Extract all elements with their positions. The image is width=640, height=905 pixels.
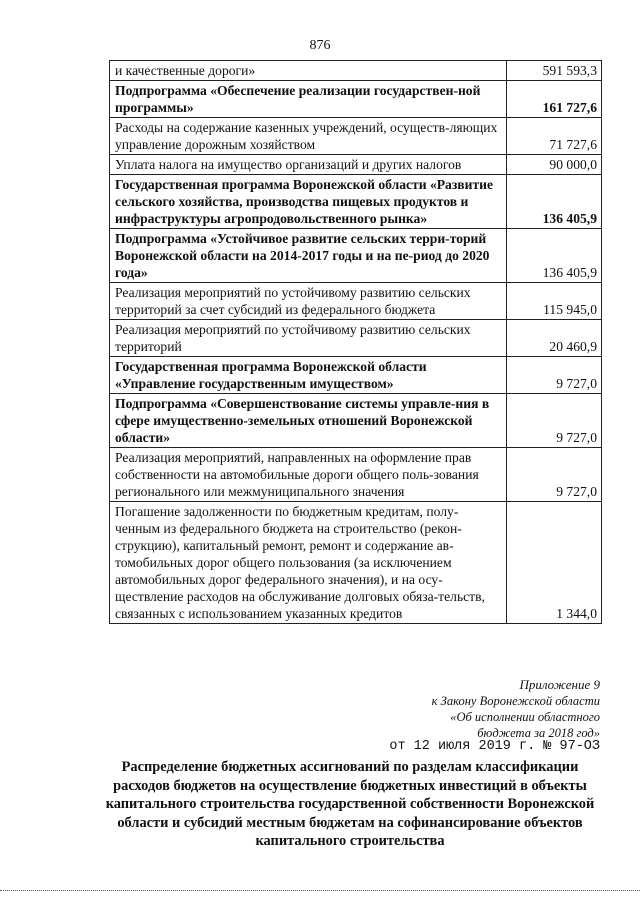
row-amount: 71 727,6 <box>507 118 602 155</box>
table-row <box>110 81 602 118</box>
row-name: Погашение задолженности по бюджетным кредитам, полу-ченным из федерального бюджета на строительство (рекон-струкцию), капитальный ремонт, ремонт и содержание ав-томобильных дорог общего пользования (за исключением автомобильных дорог федерального значения), и на осу-ществление расходов на обслуживание долговых обяза-тельств, связанных с использованием указанных кредитов <box>110 502 507 624</box>
table-row <box>110 155 602 175</box>
row-name: Подпрограмма «Совершенствование системы управле-ния в сфере имущественно-земельных отношений Воронежской области» <box>110 394 507 448</box>
row-amount: 1 344,0 <box>507 502 602 624</box>
row-name: Государственная программа Воронежской области «Управление государственным имуществом» <box>110 357 507 394</box>
table-row <box>110 448 602 502</box>
row-name: Подпрограмма «Устойчивое развитие сельских терри-торий Воронежской области на 2014-2017 годы и на пе-риод до 2020 года» <box>110 229 507 283</box>
table-row <box>110 118 602 155</box>
table-row <box>110 229 602 283</box>
row-name: Расходы на содержание казенных учреждений, осуществ-ляющих управление дорожным хозяйством <box>110 118 507 155</box>
row-name: Реализация мероприятий по устойчивому развитию сельских территорий за счет субсидий из федерального бюджета <box>110 283 507 320</box>
row-name: Реализация мероприятий, направленных на оформление прав собственности на автомобильные дороги общего поль-зования регионального или межмуниципального значения <box>110 448 507 502</box>
table-row <box>110 61 602 81</box>
row-amount: 136 405,9 <box>507 175 602 229</box>
row-name: и качественные дороги» <box>110 61 507 81</box>
appendix-line-1: к Закону Воронежской области <box>431 694 600 708</box>
table-row <box>110 320 602 357</box>
row-amount: 591 593,3 <box>507 61 602 81</box>
appendix-header <box>300 677 600 741</box>
row-amount: 161 727,6 <box>507 81 602 118</box>
row-amount: 9 727,0 <box>507 394 602 448</box>
appendix-number: Приложение 9 <box>519 677 600 692</box>
footer-divider <box>0 890 640 891</box>
table-row <box>110 502 602 624</box>
row-name: Уплата налога на имущество организаций и других налогов <box>110 155 507 175</box>
document-title: Распределение бюджетных ассигнований по разделам классификации расходов бюджетов на осуществление бюджетных инвестиций в объекты капитального строительства государственной собственности Воронежской области и субсидий местным бюджетам на софинансирование объектов капитального строительства <box>105 759 595 849</box>
row-name: Реализация мероприятий по устойчивому развитию сельских территорий <box>110 320 507 357</box>
page-number: 876 <box>309 38 331 53</box>
appendix-line-2: «Об исполнении областного <box>450 710 600 724</box>
row-amount: 9 727,0 <box>507 357 602 394</box>
row-amount: 115 945,0 <box>507 283 602 320</box>
row-amount: 9 727,0 <box>507 448 602 502</box>
row-name: Государственная программа Воронежской области «Развитие сельского хозяйства, производства пищевых продуктов и инфраструктуры агропродовольственного рынка» <box>110 175 507 229</box>
budget-table <box>109 60 602 624</box>
table-row <box>110 357 602 394</box>
row-amount: 136 405,9 <box>507 229 602 283</box>
row-amount: 20 460,9 <box>507 320 602 357</box>
decree-reference: от 12 июля 2019 г. № 97-ОЗ <box>389 739 600 754</box>
table-row <box>110 283 602 320</box>
table-row <box>110 394 602 448</box>
row-amount: 90 000,0 <box>507 155 602 175</box>
appendix-line-3: бюджета за 2018 год» <box>477 726 600 740</box>
table-row <box>110 175 602 229</box>
row-name: Подпрограмма «Обеспечение реализации государствен-ной программы» <box>110 81 507 118</box>
budget-table-body <box>110 61 602 624</box>
